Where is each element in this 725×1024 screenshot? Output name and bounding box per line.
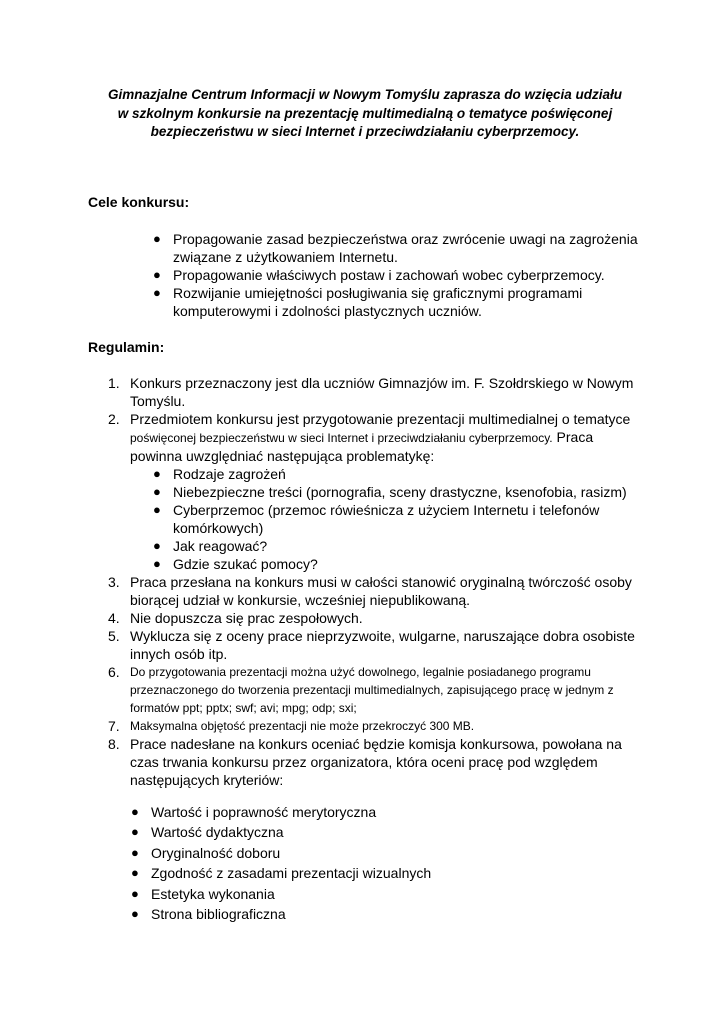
list-item: ● Propagowanie zasad bezpieczeństwa oraz zwrócenie uwagi na zagrożenia związane z użytkowaniem Internetu. <box>153 231 638 265</box>
bullet-icon: ● <box>131 824 139 840</box>
regulamin-heading: Regulamin: <box>88 339 165 355</box>
bullet-icon: ● <box>153 484 161 499</box>
bullet-icon: ● <box>153 466 161 481</box>
bullet-icon: ● <box>153 285 161 300</box>
list-item: ● Strona bibliograficzna <box>151 904 551 924</box>
intro-line-1: Gimnazjalne Centrum Informacji w Nowym Tomyślu zaprasza do wzięcia udziału <box>107 87 623 102</box>
list-item: ● Propagowanie właściwych postaw i zachowań wobec cyberprzemocy. <box>153 267 605 283</box>
bullet-icon: ● <box>131 865 139 881</box>
bullet-icon: ● <box>131 844 139 860</box>
bullet-icon: ● <box>131 885 139 901</box>
list-item: ● Cyberprzemoc (przemoc rówieśnicza z użyciem Internetu i telefonów komórkowych) <box>153 502 600 536</box>
list-item: 8. Prace nadesłane na konkurs oceniać będzie komisja konkursowa, powołana na czas trwania konkursu przez organizatora, która oceni pracę pod względem następujących kryteriów: <box>108 736 622 788</box>
list-item: ● Wartość i poprawność merytoryczna <box>151 802 551 822</box>
bullet-icon: ● <box>131 906 139 922</box>
bullet-icon: ● <box>131 804 139 819</box>
list-item: 4. Nie dopuszcza się prac zespołowych. <box>108 610 363 626</box>
list-item: 6. Do przygotowania prezentacji można użyć dowolnego, legalnie posiadanego programu przeznaczonego do tworzenia prezentacji multimedialnych, zapisującego pracę w jednym z formatów ppt; pptx; swf; avi; mpg; odp; sxi; <box>108 664 614 715</box>
cele-list <box>153 230 643 320</box>
bullet-icon: ● <box>153 267 161 282</box>
list-item: ● Rozwijanie umiejętności posługiwania się graficznymi programami komputerowymi i zdolności plastycznych uczniów. <box>153 285 583 319</box>
list-item: 1. Konkurs przeznaczony jest dla uczniów Gimnazjów im. F. Szołdrskiego w Nowym Tomyślu. <box>108 375 634 409</box>
problematyka-list <box>130 465 640 573</box>
list-item: 2. Przedmiotem konkursu jest przygotowanie prezentacji multimedialnej o tematyce poświęconej bezpieczeństwu w sieci Internet i przeciwdziałaniu cyberprzemocy. Praca powinna uwzględniać następująca problematykę: ● Rodzaje zagrożeń ● Niebezpieczne treści (pornografia, sceny drastyczne, ksenofobia, rasizm) ● Cyberprzemoc (przemoc rówieśnicza z użyciem Internetu i telefonów komórkowych) ● Jak reagować? ● Gdzie szukać pomocy? <box>130 410 640 573</box>
list-item: 5. Wyklucza się z oceny prace nieprzyzwoite, wulgarne, naruszające dobra osobiste innych osób itp. <box>108 628 635 662</box>
list-item: ● Wartość dydaktyczna <box>151 822 551 842</box>
list-item: ● Oryginalność doboru <box>151 843 551 863</box>
list-item: ● Jak reagować? <box>153 538 268 554</box>
list-item: 7. Maksymalna objętość prezentacji nie może przekroczyć 300 MB. <box>108 718 475 734</box>
intro-line-2: w szkolnym konkursie na prezentację multimedialną o tematyce poświęconej <box>117 105 613 121</box>
kryteria-list <box>131 802 551 924</box>
list-item: ● Rodzaje zagrożeń <box>153 466 286 482</box>
list-item: ● Estetyka wykonania <box>151 884 551 904</box>
intro-paragraph <box>95 86 635 142</box>
bullet-icon: ● <box>153 538 161 553</box>
bullet-icon: ● <box>153 556 161 571</box>
list-item: ● Niebezpieczne treści (pornografia, sceny drastyczne, ksenofobia, rasizm) <box>153 484 627 500</box>
cele-heading: Cele konkursu: <box>88 194 190 210</box>
intro-line-3: bezpieczeństwu w sieci Internet i przeciwdziałaniu cyberprzemocy. <box>150 124 580 140</box>
bullet-icon: ● <box>153 502 161 517</box>
list-item: ● Zgodność z zasadami prezentacji wizualnych <box>151 863 551 883</box>
list-item: 3. Praca przesłana na konkurs musi w całości stanowić oryginalną twórczość osoby biorącej udział w konkursie, wcześniej niepublikowaną. <box>108 574 632 608</box>
regulamin-list <box>108 374 640 789</box>
bullet-icon: ● <box>153 231 161 246</box>
list-item: ● Gdzie szukać pomocy? <box>153 556 318 572</box>
